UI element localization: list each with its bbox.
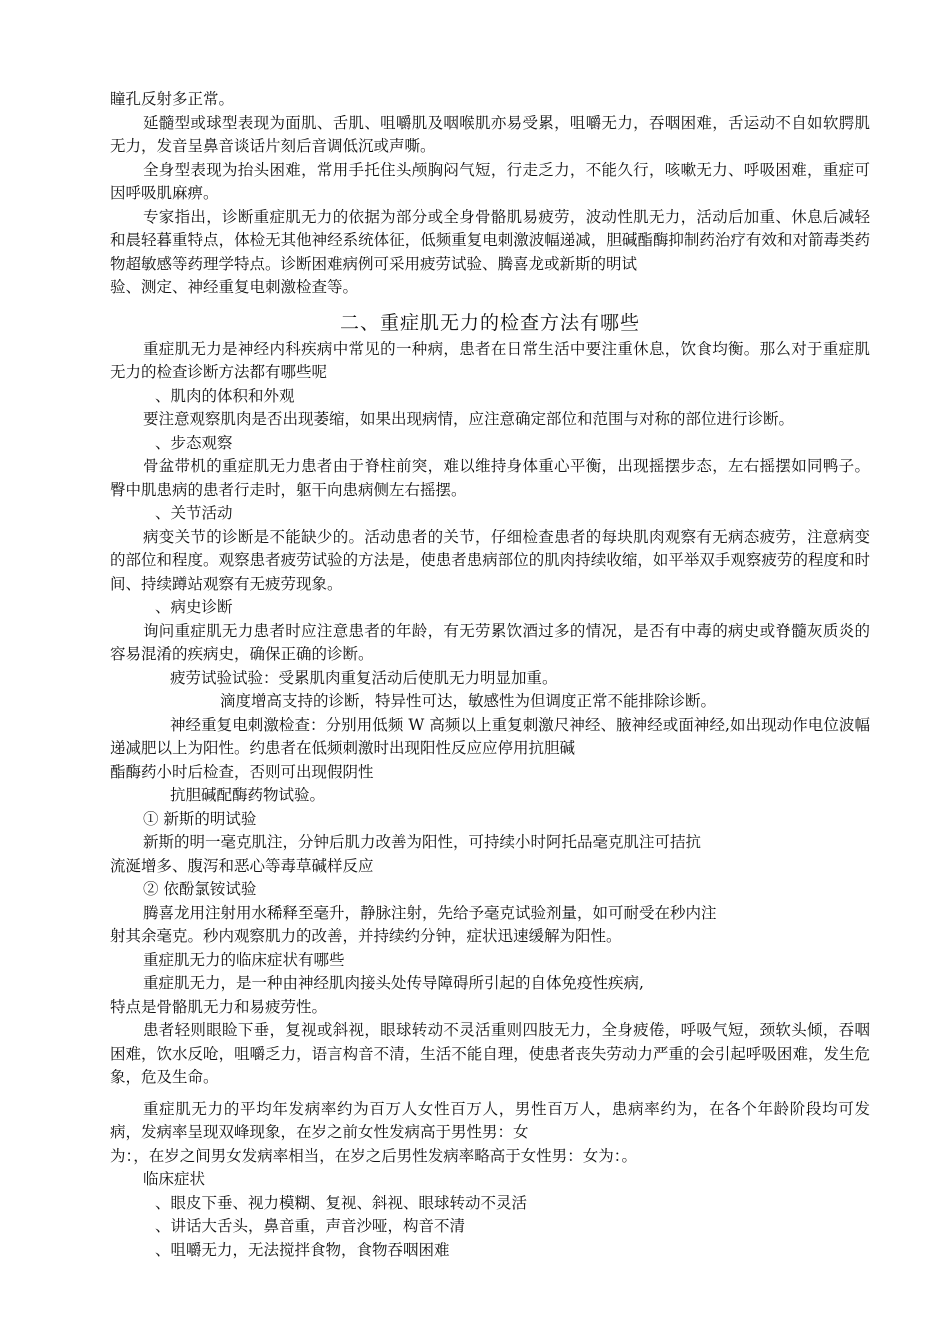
paragraph: 病变关节的诊断是不能缺少的。活动患者的关节，仔细检查患者的每块肌肉观察有无病态疲劳，注意病变的部位和程度。观察患者疲劳试验的方法是，使患者患病部位的肌肉持续收缩，如平举双手观察疲劳的程度和时间、持续蹲站观察有无疲劳现象。: [110, 527, 870, 593]
paragraph: 酯酶药小时后检查，否则可出现假阴性: [110, 762, 374, 781]
subheading: ① 新斯的明试验: [143, 809, 257, 828]
paragraph: 流涎增多、腹泻和恶心等毒草碱样反应: [110, 856, 374, 875]
document-page: [110, 88, 870, 1262]
paragraph: 要注意观察肌肉是否出现萎缩，如果出现病情，应注意确定部位和范围与对称的部位进行诊断。: [143, 410, 795, 428]
paragraph: 重症肌无力，是一种由神经肌肉接头处传导障碍所引起的自体免疫性疾病,: [143, 974, 644, 992]
paragraph: 疲劳试验试验：受累肌肉重复活动后使肌无力明显加重。: [170, 668, 558, 687]
subheading: ② 依酚氯铵试验: [143, 880, 257, 898]
list-item: 、讲话大舌头，鼻音重，声音沙哑，构音不清: [155, 1217, 466, 1235]
section-heading: 二、重症肌无力的检查方法有哪些: [339, 311, 640, 334]
paragraph: 滴度增高支持的诊断，特异性可达，敏感性为但调度正常不能排除诊断。: [220, 692, 717, 710]
paragraph: 为：，在岁之间男女发病率相当，在岁之后男性发病率略高于女性男：女为：。: [110, 1146, 638, 1165]
paragraph: 特点是骨骼肌无力和易疲劳性。: [110, 997, 328, 1016]
paragraph: 重症肌无力的平均年发病率约为百万人女性百万人，男性百万人，患病率约为，在各个年龄阶段均可发病，发病率呈现双峰现象，在岁之前女性发病高于男性男：女: [110, 1099, 870, 1141]
paragraph: 瞳孔反射多正常。: [110, 90, 235, 108]
paragraph: 抗胆碱配酶药物试验。: [170, 786, 326, 804]
paragraph: 射其余毫克。秒内观察肌力的改善，并持续约分钟，症状迅速缓解为阳性。: [110, 927, 622, 945]
subheading: 临床症状: [143, 1170, 206, 1188]
paragraph: 延髓型或球型表现为面肌、舌肌、咀嚼肌及咽喉肌亦易受累，咀嚼无力，吞咽困难，舌运动不自如软腭肌无力，发音呈鼻音谈话片刻后音调低沉或声嘶。: [110, 113, 870, 155]
paragraph: 全身型表现为抬头困难，常用手托住头颅胸闷气短，行走乏力，不能久行，咳嗽无力、呼吸困难，重症可因呼吸肌麻痹。: [110, 160, 870, 202]
subheading: 、步态观察: [155, 433, 233, 452]
subheading: 重症肌无力的临床症状有哪些: [143, 950, 345, 969]
subheading: 、关节活动: [155, 504, 233, 522]
paragraph: 神经重复电刺激检查：分别用低频 W 高频以上重复刺激尺神经、腋神经或面神经,如出现动作电位波幅递减肥以上为阳性。约患者在低频刺激时出现阳性反应应停用抗胆碱: [110, 715, 870, 757]
list-item: 、眼皮下垂、视力模糊、复视、斜视、眼球转动不灵活: [155, 1193, 528, 1212]
paragraph: 患者轻则眼睑下垂，复视或斜视，眼球转动不灵活重则四肢无力，全身疲倦，呼吸气短，颈软头倾，吞咽困难，饮水反呛，咀嚼乏力，语言构音不清，生活不能自理，使患者丧失劳动力严重的会引起呼吸困难，发生危象，危及生命。: [110, 1021, 870, 1086]
paragraph: 验、测定、神经重复电刺激检查等。: [110, 278, 359, 296]
subheading: 、肌肉的体积和外观: [155, 386, 295, 405]
paragraph: 重症肌无力是神经内科疾病中常见的一种病，患者在日常生活中要注重休息，饮食均衡。那么对于重症肌无力的检查诊断方法都有哪些呢: [110, 339, 870, 381]
paragraph: 骨盆带机的重症肌无力患者由于脊柱前突，难以维持身体重心平衡，出现摇摆步态，左右摇摆如同鸭子。臀中肌患病的患者行走时，躯干向患病侧左右摇摆。: [110, 457, 870, 499]
subheading: 、病史诊断: [155, 598, 233, 616]
paragraph: 新斯的明一毫克肌注，分钟后肌力改善为阳性，可持续小时阿托品毫克肌注可拮抗: [143, 833, 702, 851]
paragraph: 专家指出，诊断重症肌无力的依据为部分或全身骨骼肌易疲劳，波动性肌无力，活动后加重、休息后减轻和晨轻暮重特点，体检无其他神经系统体征，低频重复电刺激波幅递减，胆碱酯酶抑制药治疗有效和对箭毒类药物超敏感等药理学特点。诊断困难病例可采用疲劳试验、腾喜龙或新斯的明试: [110, 207, 870, 273]
paragraph: 腾喜龙用注射用水稀释至毫升，静脉注射，先给予毫克试验剂量，如可耐受在秒内注: [143, 903, 717, 922]
list-item: 、咀嚼无力，无法搅拌食物，食物吞咽困难: [155, 1240, 450, 1259]
paragraph: 询问重症肌无力患者时应注意患者的年龄，有无劳累饮酒过多的情况，是否有中毒的病史或脊髓灰质炎的容易混淆的疾病史，确保正确的诊断。: [110, 621, 870, 663]
